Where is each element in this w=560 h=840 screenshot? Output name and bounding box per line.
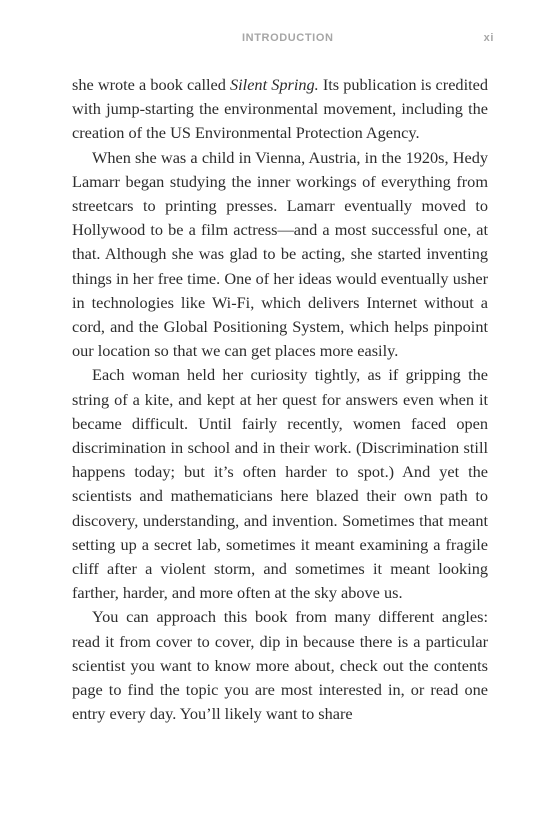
paragraph-1-end: Its publication is credited with jump-starting the environmental movement, including the creation of the US Environmental Protection Agency. <box>72 75 488 143</box>
page-number: xi <box>483 32 494 44</box>
paragraph-4: You can approach this book from many different angles: read it from cover to cover, dip in because there is a particular scientist you want to know more about, check out the contents page to find the topic you are most interested in, or read one entry every day. You’ll likely want to share <box>72 607 488 724</box>
body-text <box>72 73 488 726</box>
book-title-italic: Silent Spring. <box>230 75 319 94</box>
paragraph-2: When she was a child in Vienna, Austria, in the 1920s, Hedy Lamarr began studying the inner workings of everything from streetcars to printing presses. Lamarr eventually moved to Hollywood to be a film actress—and a most successful one, at that. Although she was glad to be acting, she started inventing things in her free time. One of her ideas would eventually usher in technologies like Wi-Fi, which delivers Internet without a cord, and the Global Positioning System, which helps pinpoint our location so that we can get places more easily. <box>72 147 488 361</box>
section-title: INTRODUCTION <box>242 32 334 44</box>
running-header <box>0 30 560 50</box>
paragraph-1-start: she wrote a book called <box>72 75 231 94</box>
paragraph-3: Each woman held her curiosity tightly, as if gripping the string of a kite, and kept at her quest for answers even when it became difficult. Until fairly recently, women faced open discrimination in school and in their work. (Discrimination still happens today; but it’s often harder to spot.) And yet the scientists and mathematicians here blazed their own path to discovery, understanding, and invention. Sometimes that meant setting up a secret lab, sometimes it meant examining a fragile cliff after a violent storm, and sometimes it meant looking farther, harder, and more often at the sky above us. <box>72 365 488 603</box>
paragraph-1 <box>72 73 488 146</box>
